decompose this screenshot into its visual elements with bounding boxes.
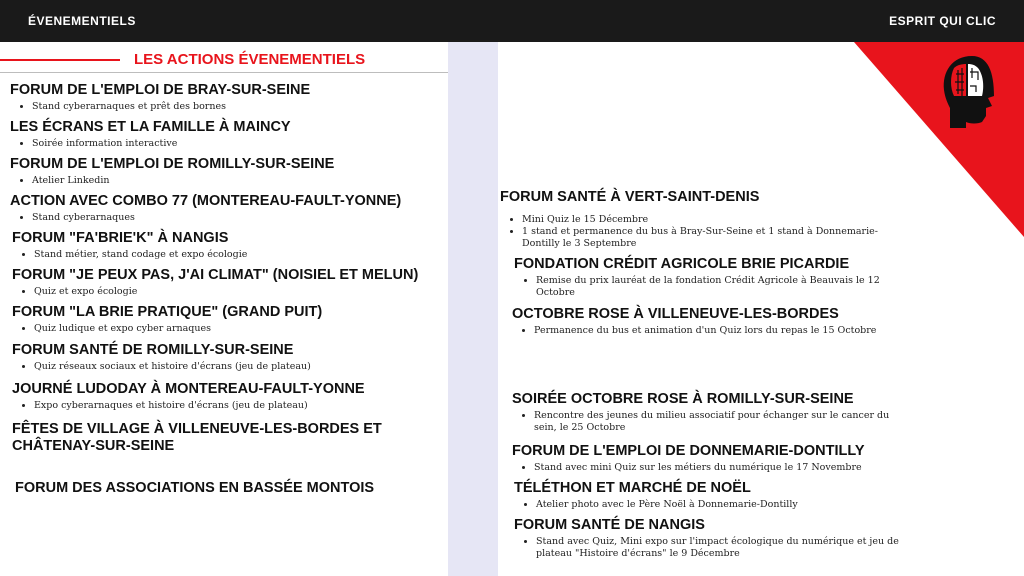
- event-detail: • Soirée information interactive: [32, 138, 291, 150]
- list-item: [12, 381, 365, 412]
- event-title: FORUM "JE PEUX PAS, J'AI CLIMAT" (NOISIEL ET MELUN): [12, 267, 419, 283]
- list-item: [514, 517, 916, 560]
- event-detail: • Expo cyberarnaques et histoire d'écrans (jeu de plateau): [34, 400, 365, 412]
- section-title: LES ACTIONS ÉVENEMENTIELS: [134, 51, 366, 68]
- list-item: [12, 421, 432, 455]
- event-title: FORUM DES ASSOCIATIONS EN BASSÉE MONTOIS: [15, 480, 375, 496]
- event-detail: • Stand cyberarnaques: [32, 212, 401, 224]
- event-title: SOIRÉE OCTOBRE ROSE À ROMILLY-SUR-SEINE: [512, 391, 854, 407]
- event-detail: • Quiz ludique et expo cyber arnaques: [34, 323, 322, 335]
- event-title: FORUM SANTÉ DE NANGIS: [514, 517, 705, 533]
- event-detail: • Stand avec mini Quiz sur les métiers du numérique le 17 Novembre: [534, 462, 914, 474]
- event-title: FORUM DE L'EMPLOI DE BRAY-SUR-SEINE: [10, 82, 311, 98]
- list-item: [10, 82, 310, 113]
- event-detail: • Permanence du bus et animation d'un Quiz lors du repas le 15 Octobre: [534, 325, 914, 337]
- list-item: [500, 189, 902, 250]
- event-detail: • Quiz et expo écologie: [34, 286, 418, 298]
- event-detail: • Stand avec Quiz, Mini expo sur l'impact écologique du numérique et jeu de plateau "Histoire d'écrans" le 9 Décembre: [536, 536, 916, 560]
- event-detail: • Quiz réseaux sociaux et histoire d'écrans (jeu de plateau): [34, 361, 311, 373]
- event-title: FONDATION CRÉDIT AGRICOLE BRIE PICARDIE: [514, 256, 850, 272]
- event-title: FÊTES DE VILLAGE À VILLENEUVE-LES-BORDES ET CHÂTENAY-SUR-SEINE: [12, 421, 382, 454]
- event-title: FORUM DE L'EMPLOI DE DONNEMARIE-DONTILLY: [512, 443, 865, 459]
- event-detail: • Atelier photo avec le Père Noël à Donnemarie-Dontilly: [536, 499, 916, 511]
- list-item: [512, 443, 914, 474]
- event-title: FORUM "LA BRIE PRATIQUE" (GRAND PUIT): [12, 304, 323, 320]
- list-item: [10, 119, 291, 150]
- event-title: ACTION AVEC COMBO 77 (MONTEREAU-FAULT-YONNE): [10, 193, 402, 209]
- top-bar: [0, 0, 1024, 42]
- event-title: FORUM SANTÉ À VERT-SAINT-DENIS: [500, 189, 760, 205]
- event-detail: • Remise du prix lauréat de la fondation Crédit Agricole à Beauvais le 12 Octobre: [536, 275, 916, 299]
- event-detail: • 1 stand et permanence du bus à Bray-Sur-Seine et 1 stand à Donnemarie-Dontilly le 3 Septembre: [522, 226, 902, 250]
- list-item: [12, 267, 418, 298]
- section-underline: [0, 72, 448, 73]
- list-item: [514, 480, 916, 511]
- list-item: [10, 156, 334, 187]
- event-title: JOURNÉ LUDODAY À MONTEREAU-FAULT-YONNE: [12, 381, 365, 397]
- event-detail: • Stand cyberarnaques et prêt des bornes: [32, 101, 310, 113]
- list-item: [514, 256, 916, 299]
- section-line: [0, 59, 120, 61]
- header-right-label: ESPRIT QUI CLIC: [889, 14, 996, 28]
- list-item: [12, 342, 311, 373]
- list-item: [512, 391, 914, 434]
- list-item: [15, 480, 374, 497]
- list-item: [512, 306, 914, 337]
- event-title: FORUM SANTÉ DE ROMILLY-SUR-SEINE: [12, 342, 294, 358]
- header-left-label: ÉVENEMENTIELS: [28, 14, 136, 28]
- event-title: FORUM "FA'BRIE'K" À NANGIS: [12, 230, 229, 246]
- event-title: FORUM DE L'EMPLOI DE ROMILLY-SUR-SEINE: [10, 156, 335, 172]
- event-title: TÉLÉTHON ET MARCHÉ DE NOËL: [514, 480, 751, 496]
- event-title: OCTOBRE ROSE À VILLENEUVE-LES-BORDES: [512, 306, 839, 322]
- list-item: [10, 193, 401, 224]
- list-item: [12, 230, 247, 261]
- event-detail: • Stand métier, stand codage et expo écologie: [34, 249, 247, 261]
- divider-stripe: [448, 42, 498, 576]
- event-detail: • Mini Quiz le 15 Décembre: [522, 214, 902, 226]
- event-title: LES ÉCRANS ET LA FAMILLE À MAINCY: [10, 119, 291, 135]
- list-item: [12, 304, 322, 335]
- event-detail: • Atelier Linkedin: [32, 175, 334, 187]
- event-detail: • Rencontre des jeunes du milieu associatif pour échanger sur le cancer du sein, le 25 Octobre: [534, 410, 914, 434]
